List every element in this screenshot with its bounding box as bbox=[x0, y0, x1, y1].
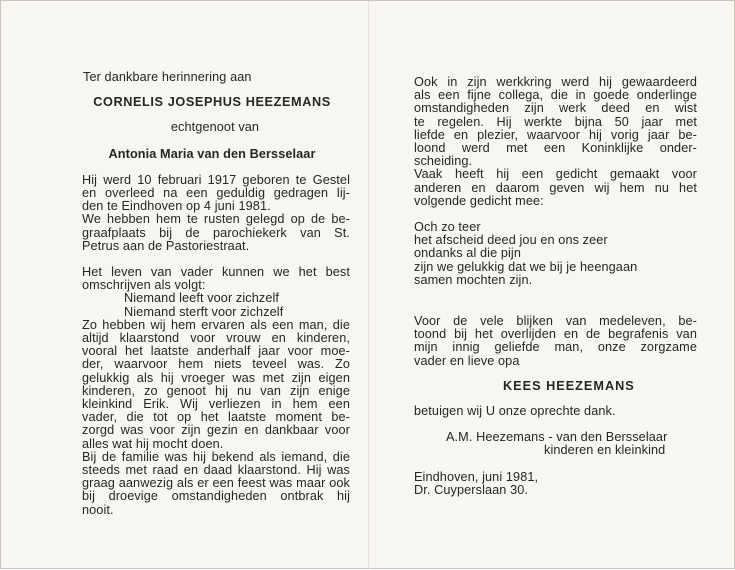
poem-line: Och zo teer bbox=[414, 220, 481, 235]
right-page bbox=[414, 76, 697, 497]
work-line: omstandigheden zijn werk deed en wist bbox=[414, 101, 697, 116]
thanks-line: Voor de vele blijken van medeleven, be- bbox=[414, 314, 697, 329]
poem-line: zijn we gelukkig dat we bij je heengaan bbox=[414, 259, 638, 274]
father-line: zorgd was voor zijn gezin en dankbaar voor bbox=[82, 423, 350, 438]
father-line: nooit. bbox=[82, 502, 114, 517]
work-line: als een fijne collega, die in goede onderlinge bbox=[414, 88, 697, 103]
bio-line: en overleed na een geduldig gedragen lij- bbox=[82, 186, 350, 201]
motto bbox=[82, 292, 350, 318]
card-fold-line bbox=[368, 1, 369, 570]
work-line: loond werd met een Koninklijke onder- bbox=[414, 141, 697, 156]
work-line: volgende gedicht mee: bbox=[414, 193, 544, 208]
thanks-line: toond bij het overlijden en de begrafenis van bbox=[414, 327, 697, 342]
motto-line: Niemand leeft voor zichzelf bbox=[124, 291, 280, 306]
poem-line: ondanks al die pijn bbox=[414, 246, 521, 261]
thanks-closing: betuigen wij U onze oprechte dank. bbox=[414, 404, 616, 419]
bio-line: den te Eindhoven op 4 juni 1981. bbox=[82, 199, 271, 214]
father-intro-paragraph bbox=[82, 266, 350, 292]
kees-name: KEES HEEZEMANS bbox=[503, 378, 635, 393]
bio-line: graafplaats bij de parochiekerk van St. bbox=[82, 225, 350, 240]
spouse-intro: echtgenoot van bbox=[170, 120, 260, 135]
thanks-paragraph bbox=[414, 315, 697, 368]
work-line: liefde en plezier, waarvoor hij vorig jaar be- bbox=[414, 127, 697, 142]
left-page bbox=[82, 71, 350, 517]
work-line: te regelen. Hij werkte bijna 50 jaar met bbox=[414, 114, 697, 129]
father-line: Zo hebben wij hem ervaren als een man, die bbox=[82, 317, 350, 332]
bio-line: We hebben hem te rusten gelegd op de be- bbox=[82, 212, 350, 227]
deceased-name: CORNELIS JOSEPHUS HEEZEMANS bbox=[93, 95, 331, 110]
father-paragraph bbox=[82, 319, 350, 517]
thanks-line: mijn innig geliefde man, onze zorgzame bbox=[414, 340, 697, 355]
father-line: kleinkind Erik. Wij verliezen in hem een bbox=[82, 397, 350, 412]
motto-line: Niemand sterft voor zichzelf bbox=[124, 304, 284, 319]
bio-line: Petrus aan de Pastoriestraat. bbox=[82, 238, 250, 253]
work-line: scheiding. bbox=[414, 154, 473, 169]
signature-line: A.M. Heezemans - van den Bersselaar bbox=[446, 430, 668, 445]
father-line: bij droevige omstandigheden ontbrak hij bbox=[82, 489, 350, 504]
intro-text: Ter dankbare herinnering aan bbox=[83, 70, 252, 84]
spouse-name: Antonia Maria van den Bersselaar bbox=[108, 146, 316, 161]
work-line: Vaak heeft hij een gedicht gemaakt voor bbox=[414, 167, 697, 182]
signature-line: kinderen en kleinkind bbox=[544, 443, 666, 458]
bio-line: Hij werd 10 februari 1917 geboren te Gestel bbox=[82, 172, 350, 187]
father-line: graag aanwezig als er een feest was maar ook bbox=[82, 476, 350, 491]
father-line: Bij de familie was hij bekend als iemand, die bbox=[82, 449, 350, 464]
poem bbox=[414, 221, 697, 287]
father-intro-line: Het leven van vader kunnen we het best bbox=[82, 265, 350, 280]
father-line: altijd klaarstond voor vrouw en kinderen, bbox=[82, 331, 350, 346]
father-intro-line: omschrijven als volgt: bbox=[82, 278, 206, 293]
place-date: Eindhoven, juni 1981, bbox=[414, 469, 539, 484]
father-line: steeds met raad en daad klaarstond. Hij was bbox=[82, 463, 350, 478]
father-line: kinderen, zo genoot hij nu van zijn enige bbox=[82, 383, 350, 398]
poem-line: samen mochten zijn. bbox=[414, 272, 533, 287]
father-line: der, waarvoor hem niets teveel was. Zo bbox=[82, 357, 350, 372]
father-line: alles wat hij mocht doen. bbox=[82, 436, 224, 451]
father-line: vader, die tot op het laatste moment be- bbox=[82, 410, 350, 425]
work-line: anderen en daarom geven wij hem nu het bbox=[414, 180, 697, 195]
address: Dr. Cuyperslaan 30. bbox=[414, 482, 529, 497]
work-paragraph bbox=[414, 76, 697, 208]
father-line: gelukkig als hij vroeger was met zijn eigen bbox=[82, 370, 350, 385]
poem-line: het afscheid deed jou en ons zeer bbox=[414, 233, 608, 248]
work-line: Ook in zijn werkkring werd hij gewaardeerd bbox=[414, 75, 697, 89]
father-line: vooral het laatste anderhalf jaar voor moe- bbox=[82, 344, 350, 359]
biography-paragraph bbox=[82, 174, 350, 253]
thanks-line: vader en lieve opa bbox=[414, 353, 520, 368]
